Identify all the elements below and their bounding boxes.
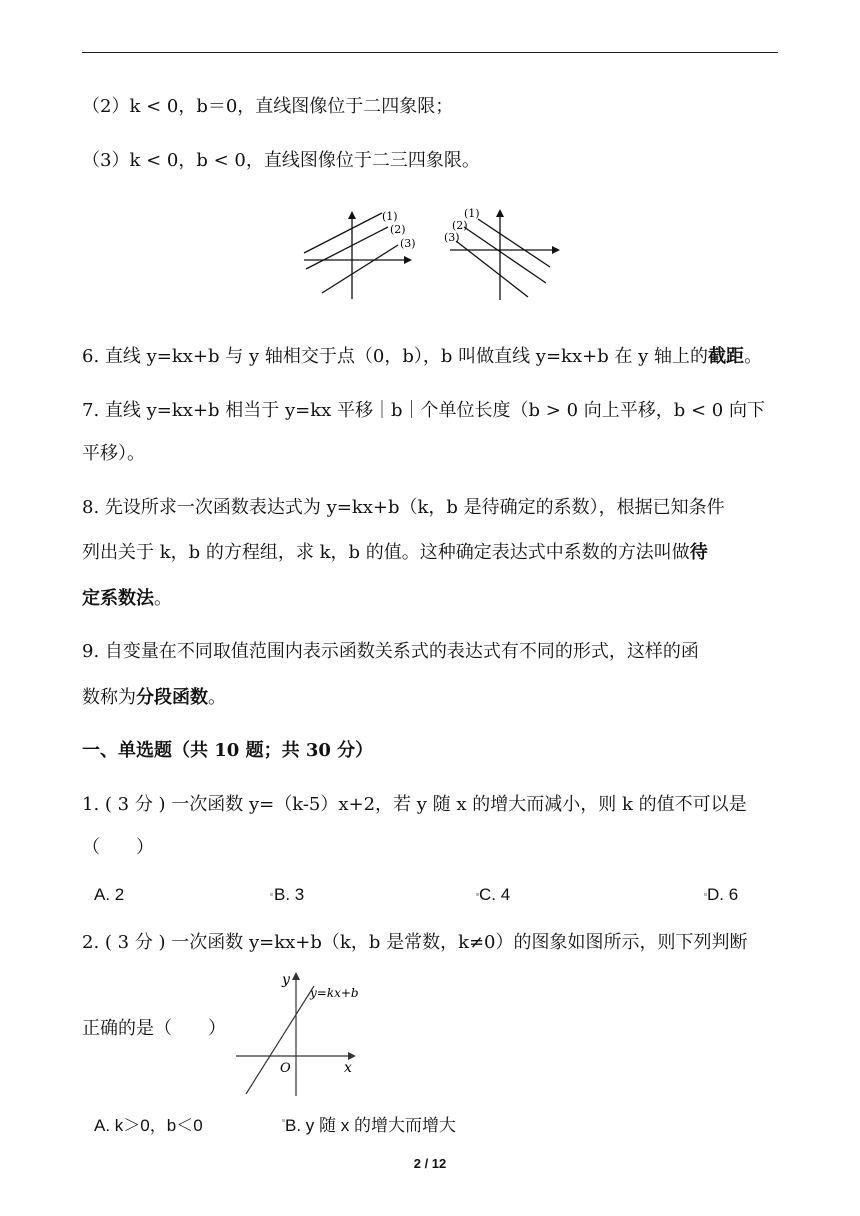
section-title: 一、单选题（共 10 题；共 30 分） <box>82 740 374 761</box>
item-9-line-2 <box>82 687 226 709</box>
q2-option-a[interactable]: A. k＞0，b＜0 <box>94 1116 203 1135</box>
item-6-text: 6. 直线 y=kx+b 与 y 轴相交于点（0，b），b 叫做直线 y=kx+b 在 y 轴上的 <box>82 346 709 367</box>
line-label: y=kx+b <box>310 986 359 1000</box>
question-1-paren: （ ） <box>82 837 154 858</box>
left-label-2: (2) <box>390 223 406 236</box>
item-6 <box>82 346 762 368</box>
item-7-line-2: 平移）。 <box>82 443 145 464</box>
item-8-line-3 <box>82 588 172 610</box>
option-marker <box>270 893 273 896</box>
item-7-line-1: 7. 直线 y=kx+b 相当于 y=kx 平移｜b｜个单位长度（b > 0 向上平移，b < 0 向下 <box>82 400 765 421</box>
right-label-2: (2) <box>452 219 468 232</box>
question-2-stem-2: 正确的是（ ） <box>82 1018 226 1039</box>
item-9-line-2-text: 数称为 <box>82 687 136 708</box>
question-2-graph <box>232 966 372 1100</box>
x-axis-label: x <box>344 1060 352 1076</box>
text-line-2: （2）k < 0，b＝0，直线图像位于二四象限； <box>82 96 454 117</box>
item-6-end: 。 <box>744 346 763 367</box>
q2-option-b[interactable]: B. y 随 x 的增大而增大 <box>285 1116 456 1135</box>
item-8-line-2-text: 列出关于 k，b 的方程组，求 k，b 的值。这种确定表达式中系数的方法叫做 <box>82 542 690 563</box>
left-label-3: (3) <box>400 237 416 250</box>
q1-option-c[interactable]: C. 4 <box>479 885 511 904</box>
item-8-line-3-bold: 定系数法 <box>82 588 154 609</box>
page-number: 2 / 12 <box>413 1156 447 1171</box>
item-6-bold: 截距 <box>708 346 745 367</box>
item-9-line-1: 9. 自变量在不同取值范围内表示函数关系式的表达式有不同的形式，这样的函 <box>82 641 699 662</box>
right-label-3: (3) <box>444 231 460 244</box>
item-8-line-3-end: 。 <box>154 588 172 609</box>
question-1-stem: 1. ( 3 分 ) 一次函数 y=（k-5）x+2，若 y 随 x 的增大而减小，则 k 的值不可以是 <box>82 794 747 815</box>
item-8-line-2 <box>82 542 708 564</box>
text-line-3: （3）k < 0，b < 0，直线图像位于二三四象限。 <box>82 150 480 171</box>
item-8-line-2-bold: 待 <box>689 542 708 563</box>
q1-option-b[interactable]: B. 3 <box>274 885 305 904</box>
header-rule <box>82 52 778 53</box>
item-9-line-2-end: 。 <box>208 687 226 708</box>
y-axis-label: y <box>282 972 290 988</box>
linear-graphs-figure <box>300 205 560 305</box>
q1-option-d[interactable]: D. 6 <box>707 885 739 904</box>
right-label-1: (1) <box>464 207 480 220</box>
left-label-1: (1) <box>382 210 398 223</box>
q1-option-a[interactable]: A. 2 <box>94 885 125 904</box>
item-8-line-1: 8. 先设所求一次函数表达式为 y=kx+b（k，b 是待确定的系数），根据已知条件 <box>82 497 725 518</box>
item-9-line-2-bold: 分段函数 <box>136 687 208 708</box>
origin-label: O <box>280 1061 291 1076</box>
question-2-stem: 2. ( 3 分 ) 一次函数 y=kx+b（k，b 是常数，k≠0）的图象如图所示，则下列判断 <box>82 932 748 953</box>
